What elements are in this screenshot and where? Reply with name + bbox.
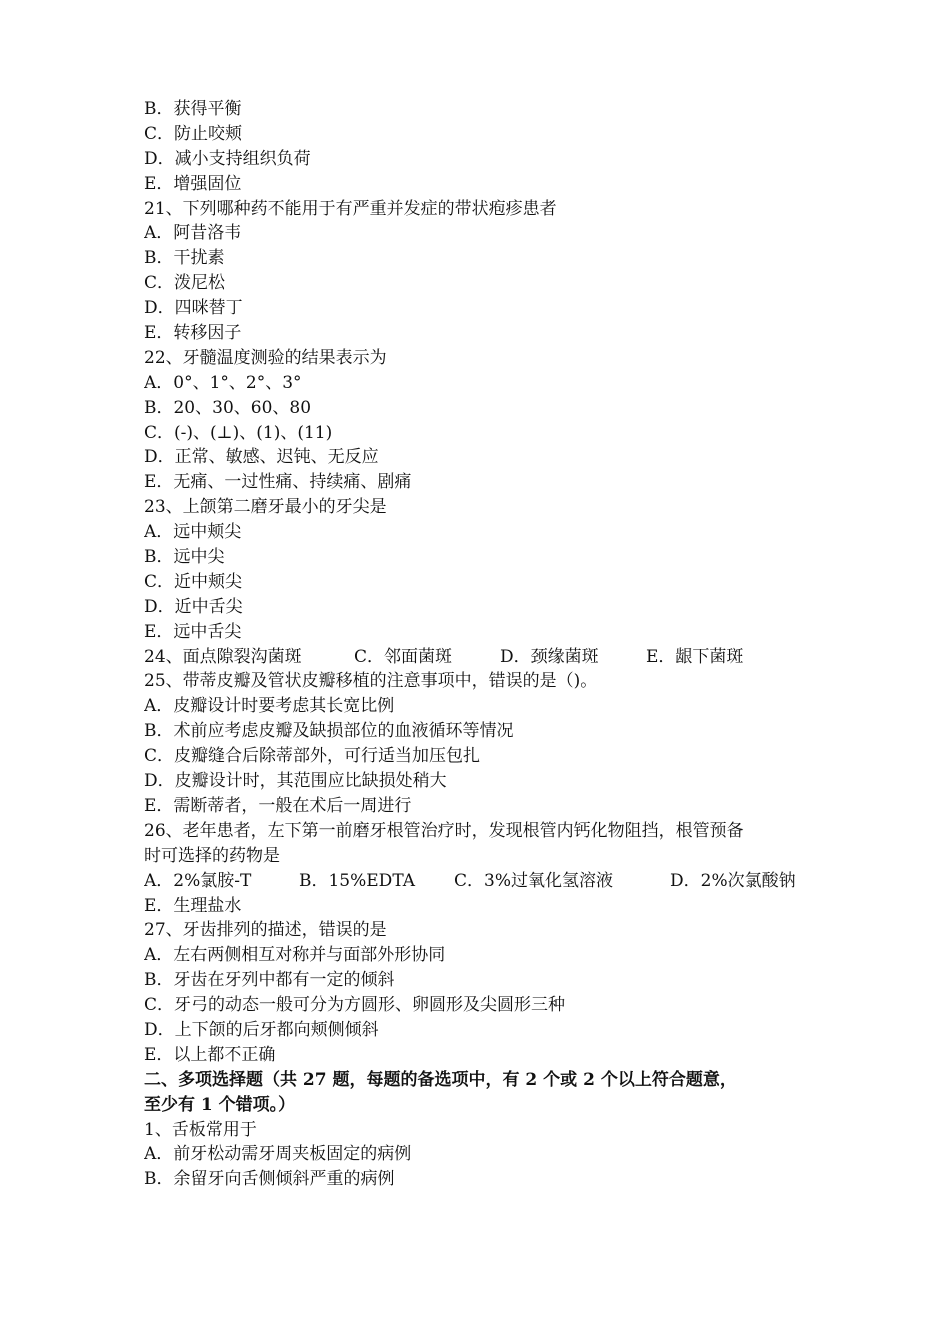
text-line: C．皮瓣缝合后除蒂部外，可行适当加压包扎 [144, 746, 481, 767]
text-line: E．以上都不正确 [144, 1044, 276, 1065]
text-line: C．防止咬颊 [144, 123, 243, 144]
question-22: 22、牙髓温度测验的结果表示为 [144, 347, 387, 368]
question-21: 21、下列哪种药不能用于有严重并发症的带状疱疹患者 [144, 198, 557, 219]
text-line: B．牙齿在牙列中都有一定的倾斜 [144, 970, 395, 991]
question-24 [144, 645, 824, 670]
section-heading-cont: 至少有 1 个错项。） [144, 1094, 296, 1115]
q24-option-d: D．颈缘菌斑 [500, 646, 599, 667]
text-line: E．远中舌尖 [144, 621, 242, 642]
q24-option-c: C．邻面菌斑 [354, 646, 453, 667]
text-line: E．需断蒂者，一般在术后一周进行 [144, 795, 412, 816]
text-line: D．正常、敏感、迟钝、无反应 [144, 447, 379, 468]
text-line: E．生理盐水 [144, 895, 242, 916]
text-line: B．余留牙向舌侧倾斜严重的病例 [144, 1169, 395, 1190]
q24-stem: 24、面点隙裂沟菌斑 [144, 646, 302, 667]
text-line: C．近中颊尖 [144, 571, 243, 592]
text-line: D．四咪替丁 [144, 298, 243, 319]
text-line: D．上下颌的后牙都向颊侧倾斜 [144, 1019, 379, 1040]
section-heading: 二、多项选择题（共 27 题，每题的备选项中，有 2 个或 2 个以上符合题意， [144, 1069, 737, 1090]
text-line: B．远中尖 [144, 547, 225, 568]
text-line: C．泼尼松 [144, 273, 226, 294]
text-line: A．左右两侧相互对称并与面部外形协同 [144, 945, 446, 966]
text-line: D．减小支持组织负荷 [144, 148, 311, 169]
text-line: E．增强固位 [144, 173, 242, 194]
question-25: 25、带蒂皮瓣及管状皮瓣移植的注意事项中，错误的是（)。 [144, 671, 598, 692]
text-line: B．获得平衡 [144, 99, 242, 119]
q26-options [144, 869, 824, 894]
text-line: B．20、30、60、80 [144, 397, 312, 418]
question-26: 26、老年患者，左下第一前磨牙根管治疗时，发现根管内钙化物阻挡，根管预备 [144, 820, 744, 841]
q26-option-d: D．2%次氯酸钠 [670, 870, 796, 891]
q26-option-b: B．15%EDTA [299, 870, 416, 891]
text-line: E．转移因子 [144, 323, 242, 344]
document-body [144, 97, 824, 1192]
text-line: A．远中颊尖 [144, 522, 242, 543]
text-line: B．术前应考虑皮瓣及缺损部位的血液循环等情况 [144, 721, 514, 742]
text-line: A．0°、1°、2°、3° [144, 372, 302, 393]
q26-option-a: A．2%氯胺-T [144, 870, 252, 891]
q24-option-e: E．龈下菌斑 [646, 646, 744, 667]
text-line: C．牙弓的动态一般可分为方圆形、卵圆形及尖圆形三种 [144, 995, 566, 1016]
text-line: A．前牙松动需牙周夹板固定的病例 [144, 1144, 412, 1165]
text-line: D．近中舌尖 [144, 596, 243, 617]
question-23: 23、上颌第二磨牙最小的牙尖是 [144, 497, 387, 518]
q26-option-c: C．3%过氧化氢溶液 [454, 870, 613, 891]
text-line: A．阿昔洛韦 [144, 223, 242, 244]
text-line: C．(-)、(⊥)、(1)、(11) [144, 422, 333, 443]
text-line: A．皮瓣设计时要考虑其长宽比例 [144, 696, 395, 717]
question-27: 27、牙齿排列的描述，错误的是 [144, 920, 387, 941]
multi-question-1: 1、舌板常用于 [144, 1119, 257, 1140]
text-line: B．干扰素 [144, 248, 225, 269]
text-line: D．皮瓣设计时，其范围应比缺损处稍大 [144, 771, 447, 792]
text-line: 时可选择的药物是 [144, 845, 280, 866]
text-line: E．无痛、一过性痛、持续痛、剧痛 [144, 472, 412, 493]
